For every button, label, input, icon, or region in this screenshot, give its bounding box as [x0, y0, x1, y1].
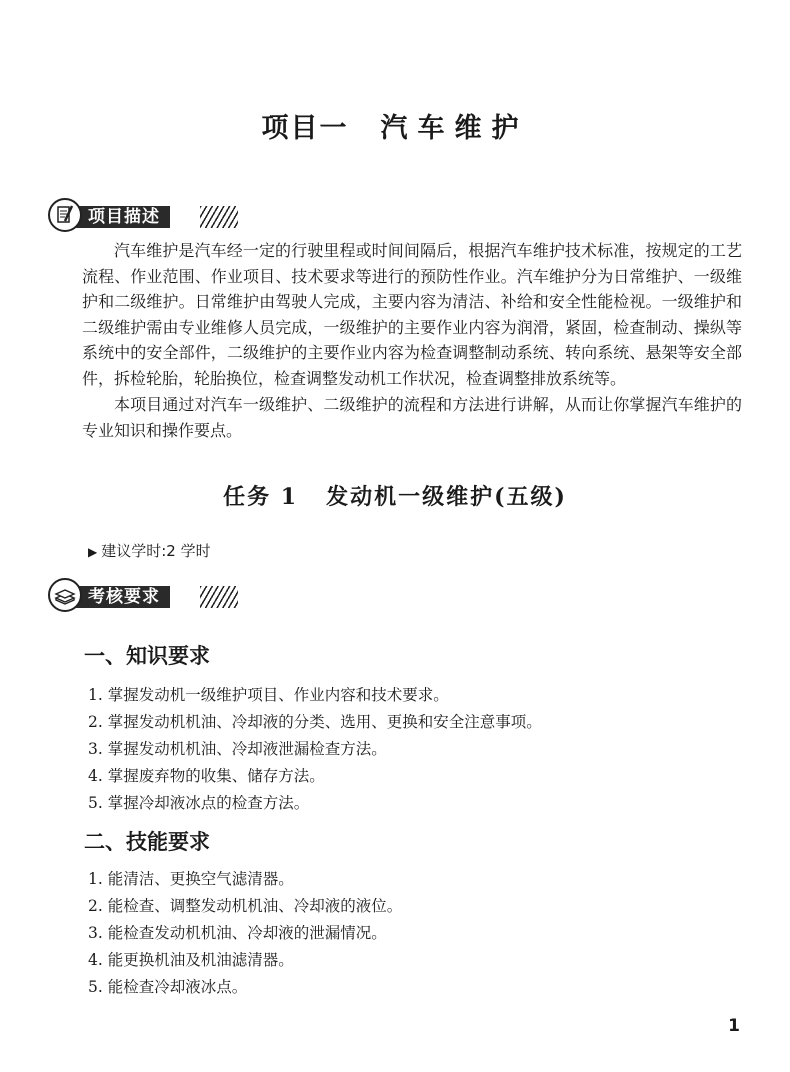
chapter-title: [0, 106, 790, 145]
section-badge-label: 考核要求: [72, 586, 170, 608]
book-stack-icon: [48, 578, 82, 612]
skills-heading: 二、技能要求: [84, 830, 210, 854]
list-item: 2. 能检查、调整发动机机油、冷却液的液位。: [88, 897, 403, 915]
chapter-prefix: 项目一: [261, 113, 349, 144]
section-badge-label: 项目描述: [72, 206, 170, 228]
list-item: 5. 能检查冷却液冰点。: [88, 978, 248, 996]
knowledge-heading: 一、知识要求: [84, 644, 210, 668]
badge-hatch-decoration: [200, 586, 238, 608]
description-paragraph-2: 本项目通过对汽车一级维护、二级维护的流程和方法进行讲解，从而让你掌握汽车维护的专业知识和操作要点。: [82, 395, 742, 440]
badge-hatch-decoration: [200, 206, 238, 228]
task-title: [0, 480, 790, 511]
triangle-right-icon: ▶: [88, 545, 98, 559]
list-item: 1. 能清洁、更换空气滤清器。: [88, 870, 294, 888]
task-name: 发动机一级维护(五级): [326, 484, 567, 510]
pen-paper-icon: [48, 198, 82, 232]
list-item: 3. 掌握发动机机油、冷却液泄漏检查方法。: [88, 740, 387, 758]
chapter-name: 汽车维护: [380, 113, 529, 144]
list-item: 3. 能检查发动机机油、冷却液的泄漏情况。: [88, 924, 387, 942]
list-item: 4. 能更换机油及机油滤清器。: [88, 951, 294, 969]
list-item: 5. 掌握冷却液冰点的检查方法。: [88, 794, 310, 812]
suggested-hours: [88, 540, 211, 561]
list-item: 2. 掌握发动机机油、冷却液的分类、选用、更换和安全注意事项。: [88, 713, 542, 731]
page-number: 1: [728, 1016, 740, 1036]
list-item: 4. 掌握废弃物的收集、储存方法。: [88, 767, 325, 785]
task-prefix: 任务 1: [223, 484, 299, 510]
description-paragraph-1: 汽车维护是汽车经一定的行驶里程或时间间隔后，根据汽车维护技术标准，按规定的工艺流程、作业范围、作业项目、技术要求等进行的预防性作业。汽车维护分为日常维护、一级维护和二级维护。日常维护由驾驶人完成，主要内容为清洁、补给和安全性能检视。一级维护和二级维护需由专业维修人员完成，一级维护的主要作业内容为润滑，紧固，检查制动、操纵等系统中的安全部件，二级维护的主要作业内容为检查调整制动系统、转向系统、悬架等安全部件，拆检轮胎，轮胎换位，检查调整发动机工作状况，检查调整排放系统等。: [82, 241, 742, 388]
suggested-hours-label: 建议学时:2 学时: [101, 542, 211, 560]
knowledge-list: [88, 682, 542, 817]
skills-list: [88, 866, 402, 1001]
list-item: 1. 掌握发动机一级维护项目、作业内容和技术要求。: [88, 686, 449, 704]
